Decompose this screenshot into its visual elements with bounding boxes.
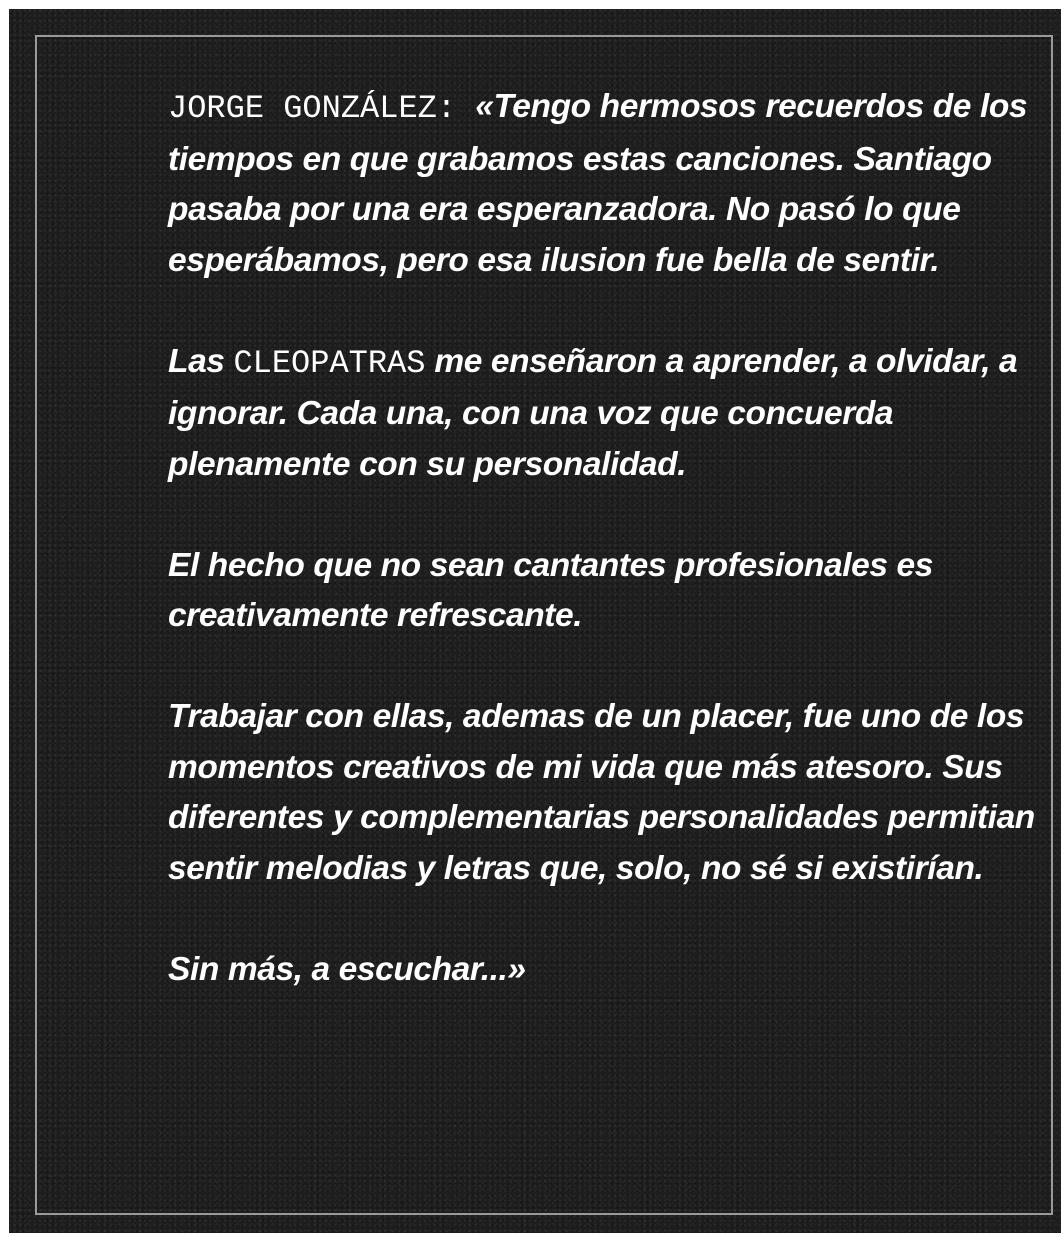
paragraph-4	[168, 692, 1048, 894]
paragraph-2-lead: Las	[168, 342, 234, 380]
liner-notes-panel	[9, 9, 1061, 1233]
paragraph-3	[168, 541, 1048, 642]
paragraph-1	[168, 82, 1048, 286]
paragraph-3-text: El hecho que no sean cantantes profesionales es creativamente refrescante.	[168, 546, 933, 634]
paragraph-2-text: me enseñaron a aprender, a olvidar, a ignorar. Cada una, con una voz que concuerda plenamente con su personalidad.	[168, 342, 1018, 483]
paragraph-2	[168, 337, 1048, 491]
band-name: CLEOPATRAS	[233, 344, 426, 382]
paragraph-1-text: «Tengo hermosos recuerdos de los tiempos en que grabamos estas canciones. Santiago pasaba por una era esperanzadora. No pasó lo que esperábamos, pero esa ilusion fue bella de sentir.	[168, 88, 1028, 279]
paragraph-5	[168, 945, 1048, 996]
speaker-name: JORGE GONZÁLEZ	[168, 90, 437, 127]
quote-text-block	[168, 82, 1048, 1046]
speaker-colon: :	[436, 90, 476, 127]
closing-line: Sin más, a escuchar...»	[168, 950, 526, 988]
paragraph-4-text: Trabajar con ellas, ademas de un placer, fue uno de los momentos creativos de mi vida que más atesoro. Sus diferentes y complementarias personalidades permitian sentir melodias y letras que, solo, no sé si existirían.	[168, 698, 1035, 887]
